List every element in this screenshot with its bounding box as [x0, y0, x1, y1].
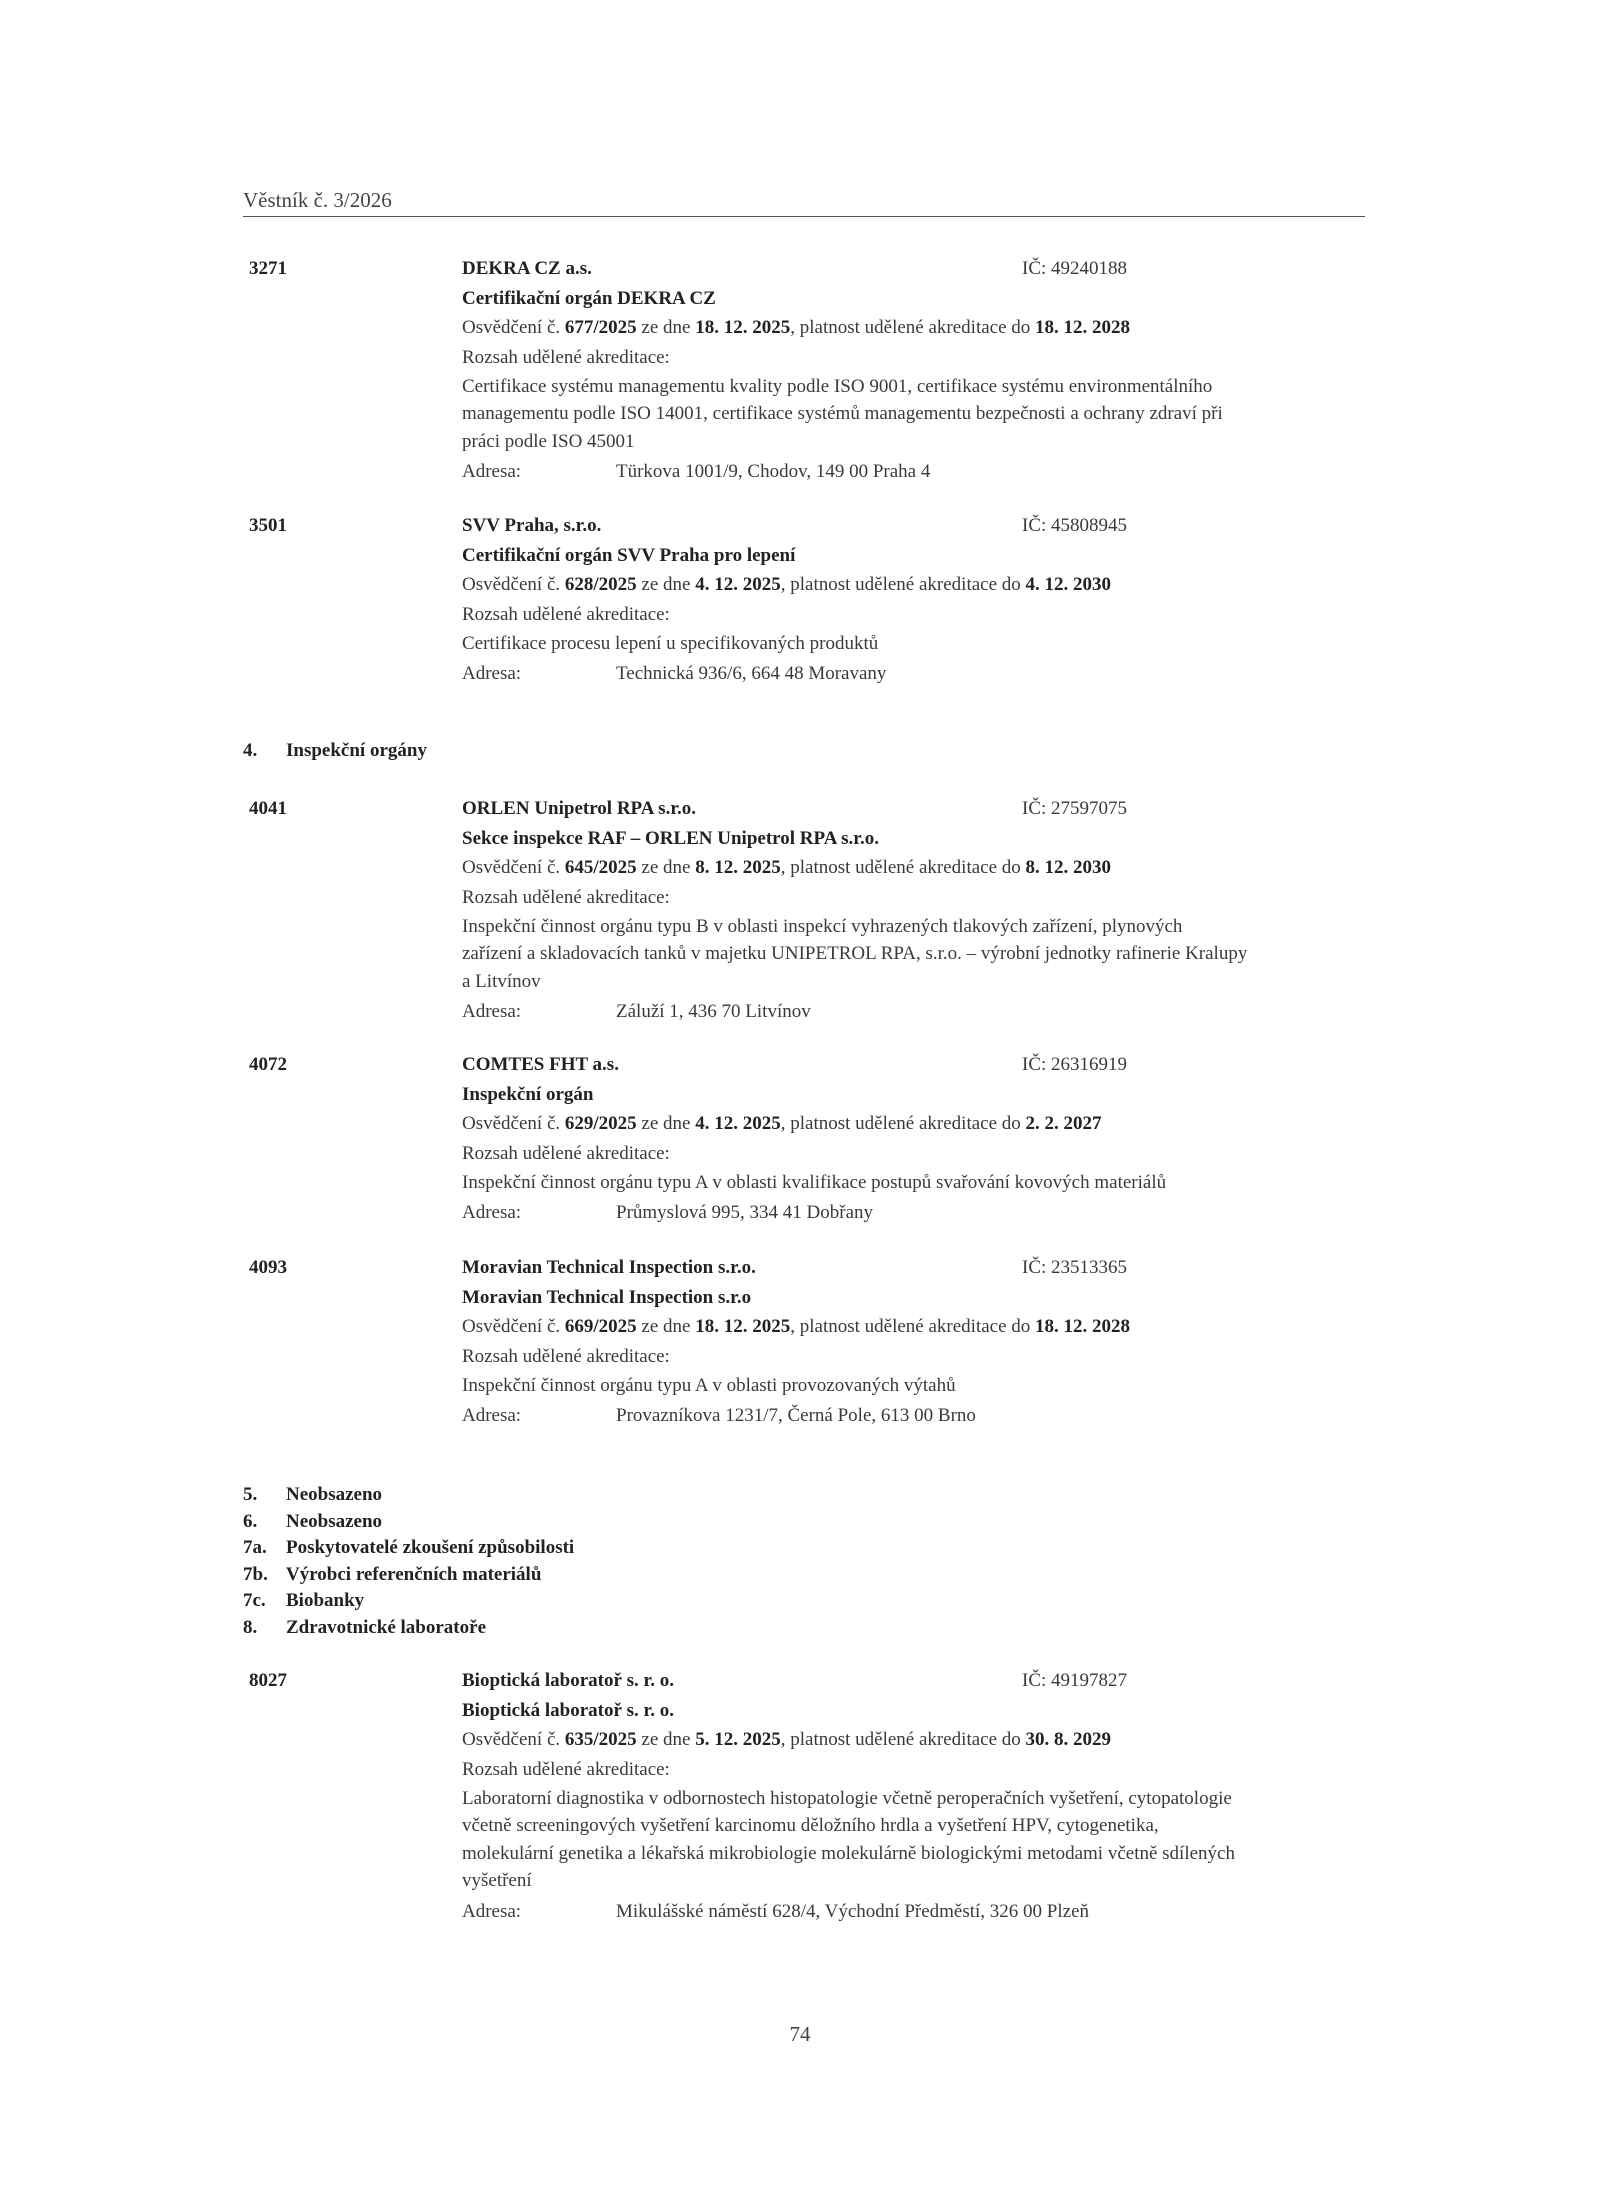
- cert-prefix: Osvědčení č.: [462, 1729, 565, 1750]
- scope-text-line: Certifikace systému managementu kvality podle ISO 9001, certifikace systému environmentálního: [462, 376, 1213, 397]
- section-title: Poskytovatelé zkoušení způsobilosti: [286, 1537, 575, 1559]
- accredited-body-name: Moravian Technical Inspection s.r.o: [462, 1286, 752, 1308]
- cert-date-prefix: ze dne: [636, 857, 696, 878]
- address-label: Adresa:: [462, 1405, 522, 1427]
- address-label: Adresa:: [462, 1001, 522, 1023]
- address-value: Záluží 1, 436 70 Litvínov: [616, 1001, 811, 1023]
- scope-label: Rozsah udělené akreditace:: [462, 1142, 670, 1164]
- scope-label: Rozsah udělené akreditace:: [462, 1758, 670, 1780]
- ic-value: 45808945: [1051, 515, 1128, 536]
- ic-value: 23513365: [1051, 1257, 1128, 1278]
- scope-label: Rozsah udělené akreditace:: [462, 603, 670, 625]
- section-heading: [243, 1511, 382, 1533]
- ic-value: 27597075: [1051, 798, 1128, 819]
- ic-label: IČ:: [1022, 1257, 1052, 1278]
- certificate-line: [462, 857, 1111, 879]
- certificate-line: [462, 317, 1130, 339]
- section-heading: [243, 1564, 541, 1586]
- scope-text-line: managementu podle ISO 14001, certifikace systémů managementu bezpečnosti a ochrany zdraví při: [462, 403, 1223, 425]
- section-title: Biobanky: [286, 1590, 365, 1612]
- scope-text-line: Inspekční činnost orgánu typu A v oblasti kvalifikace postupů svařování kovových materiálů: [462, 1172, 1167, 1193]
- ic-label: IČ:: [1022, 515, 1052, 536]
- organization-name: ORLEN Unipetrol RPA s.r.o.: [462, 798, 697, 819]
- ic-value: 49240188: [1051, 258, 1128, 279]
- section-title: Neobsazeno: [286, 1510, 383, 1532]
- entry-number: 4093: [249, 1257, 287, 1278]
- scope-text-line: vyšetření: [462, 1870, 532, 1892]
- scope-label: Rozsah udělené akreditace:: [462, 886, 670, 908]
- section-heading: [243, 1537, 574, 1559]
- address-value: Průmyslová 995, 334 41 Dobřany: [616, 1202, 874, 1224]
- cert-number: 629/2025: [564, 1113, 637, 1134]
- cert-valid-prefix: , platnost udělené akreditace do: [780, 574, 1026, 595]
- page-number: 74: [789, 2022, 811, 2046]
- scope-text-line: včetně screeningových vyšetření karcinomu děložního hrdla a vyšetření HPV, cytogenetika,: [462, 1815, 1159, 1837]
- cert-date: 18. 12. 2025: [695, 317, 791, 338]
- accredited-body-name: Inspekční orgán: [462, 1083, 594, 1105]
- section-number: 4.: [243, 740, 258, 761]
- ic-number: [1022, 798, 1127, 820]
- cert-date-prefix: ze dne: [636, 1316, 696, 1337]
- cert-date-prefix: ze dne: [636, 317, 696, 338]
- publication-header: Věstník č. 3/2026: [243, 188, 392, 212]
- scope-text-line: Laboratorní diagnostika v odbornostech histopatologie včetně peroperačních vyšetření, cytopatologie: [462, 1788, 1232, 1809]
- section-heading: [243, 1484, 382, 1506]
- cert-date: 4. 12. 2025: [695, 574, 781, 595]
- cert-number: 645/2025: [564, 857, 637, 878]
- scope-text-line: Inspekční činnost orgánu typu A v oblasti provozovaných výtahů: [462, 1375, 956, 1396]
- cert-number: 635/2025: [564, 1729, 637, 1750]
- section-title: Neobsazeno: [286, 1484, 383, 1505]
- ic-label: IČ:: [1022, 798, 1052, 819]
- section-number: 6.: [243, 1510, 258, 1532]
- scope-text-line: práci podle ISO 45001: [462, 430, 635, 452]
- address-value: Technická 936/6, 664 48 Moravany: [616, 663, 887, 685]
- ic-value: 26316919: [1051, 1054, 1128, 1075]
- accredited-body-name: Certifikační orgán SVV Praha pro lepení: [462, 544, 796, 566]
- scope-text-line: zařízení a skladovacích tanků v majetku UNIPETROL RPA, s.r.o. – výrobní jednotky rafinerie Kralupy: [462, 943, 1248, 965]
- certificate-line: [462, 1316, 1130, 1338]
- accredited-body-name: Certifikační orgán DEKRA CZ: [462, 287, 716, 309]
- cert-prefix: Osvědčení č.: [462, 1316, 565, 1337]
- valid-until: 18. 12. 2028: [1035, 317, 1131, 338]
- address-value: Provazníkova 1231/7, Černá Pole, 613 00 Brno: [616, 1405, 976, 1427]
- scope-label: Rozsah udělené akreditace:: [462, 346, 670, 368]
- cert-prefix: Osvědčení č.: [462, 317, 565, 338]
- scope-label: Rozsah udělené akreditace:: [462, 1345, 670, 1367]
- ic-label: IČ:: [1022, 1670, 1052, 1691]
- cert-prefix: Osvědčení č.: [462, 857, 565, 878]
- section-number: 5.: [243, 1484, 258, 1505]
- scope-text-line: Inspekční činnost orgánu typu B v oblasti inspekcí vyhrazených tlakových zařízení, plynových: [462, 916, 1183, 937]
- scope-text-line: molekulární genetika a lékařská mikrobiologie molekulárně biologickými metodami včetně sdílených: [462, 1842, 1235, 1864]
- accredited-body-name: Bioptická laboratoř s. r. o.: [462, 1699, 674, 1721]
- section-number: 7b.: [243, 1563, 268, 1585]
- section-heading: [243, 740, 427, 762]
- address-value: Mikulášské náměstí 628/4, Východní Předměstí, 326 00 Plzeň: [616, 1900, 1090, 1922]
- ic-number: [1022, 515, 1127, 537]
- cert-valid-prefix: , platnost udělené akreditace do: [780, 857, 1026, 878]
- valid-until: 18. 12. 2028: [1035, 1316, 1131, 1337]
- cert-date-prefix: ze dne: [636, 1113, 696, 1134]
- entry-number: 4041: [249, 798, 287, 819]
- section-number: 8.: [243, 1617, 258, 1638]
- certificate-line: [462, 574, 1111, 596]
- address-label: Adresa:: [462, 663, 522, 685]
- address-label: Adresa:: [462, 1202, 522, 1224]
- cert-date: 5. 12. 2025: [695, 1729, 781, 1750]
- entry-number: 4072: [249, 1054, 287, 1075]
- section-heading: [243, 1617, 486, 1639]
- valid-until: 2. 2. 2027: [1025, 1113, 1102, 1134]
- ic-value: 49197827: [1051, 1670, 1128, 1691]
- section-title: Inspekční orgány: [286, 740, 427, 761]
- address-value: Türkova 1001/9, Chodov, 149 00 Praha 4: [616, 461, 931, 483]
- cert-date-prefix: ze dne: [636, 574, 696, 595]
- scope-text-line: Certifikace procesu lepení u specifikovaných produktů: [462, 633, 879, 654]
- cert-prefix: Osvědčení č.: [462, 1113, 565, 1134]
- valid-until: 8. 12. 2030: [1025, 857, 1112, 878]
- section-number: 7c.: [243, 1590, 266, 1612]
- cert-prefix: Osvědčení č.: [462, 574, 565, 595]
- entry-number: 3501: [249, 515, 287, 536]
- cert-date: 8. 12. 2025: [695, 857, 781, 878]
- certificate-line: [462, 1113, 1102, 1135]
- address-label: Adresa:: [462, 461, 522, 483]
- section-title: Výrobci referenčních materiálů: [286, 1563, 542, 1585]
- ic-number: [1022, 1257, 1127, 1279]
- organization-name: SVV Praha, s.r.o.: [462, 515, 602, 536]
- ic-number: [1022, 1670, 1127, 1692]
- address-label: Adresa:: [462, 1900, 522, 1922]
- cert-valid-prefix: , platnost udělené akreditace do: [790, 317, 1036, 338]
- entry-number: 3271: [249, 258, 287, 279]
- ic-label: IČ:: [1022, 1054, 1052, 1075]
- organization-name: COMTES FHT a.s.: [462, 1054, 619, 1075]
- valid-until: 30. 8. 2029: [1025, 1729, 1112, 1750]
- cert-number: 677/2025: [564, 317, 637, 338]
- valid-until: 4. 12. 2030: [1025, 574, 1112, 595]
- cert-number: 669/2025: [564, 1316, 637, 1337]
- organization-name: DEKRA CZ a.s.: [462, 258, 592, 279]
- section-heading: [243, 1590, 364, 1612]
- cert-valid-prefix: , platnost udělené akreditace do: [780, 1113, 1026, 1134]
- header-rule: [243, 216, 1365, 217]
- entry-number: 8027: [249, 1670, 287, 1691]
- section-title: Zdravotnické laboratoře: [286, 1617, 487, 1638]
- cert-valid-prefix: , platnost udělené akreditace do: [790, 1316, 1036, 1337]
- organization-name: Bioptická laboratoř s. r. o.: [462, 1670, 674, 1691]
- cert-number: 628/2025: [564, 574, 637, 595]
- certificate-line: [462, 1729, 1111, 1751]
- cert-date-prefix: ze dne: [636, 1729, 696, 1750]
- scope-text-line: a Litvínov: [462, 970, 541, 992]
- cert-date: 18. 12. 2025: [695, 1316, 791, 1337]
- organization-name: Moravian Technical Inspection s.r.o.: [462, 1257, 756, 1278]
- cert-date: 4. 12. 2025: [695, 1113, 781, 1134]
- cert-valid-prefix: , platnost udělené akreditace do: [780, 1729, 1026, 1750]
- ic-label: IČ:: [1022, 258, 1052, 279]
- section-number: 7a.: [243, 1537, 267, 1559]
- accredited-body-name: Sekce inspekce RAF – ORLEN Unipetrol RPA s.r.o.: [462, 827, 879, 849]
- ic-number: [1022, 258, 1127, 280]
- ic-number: [1022, 1054, 1127, 1076]
